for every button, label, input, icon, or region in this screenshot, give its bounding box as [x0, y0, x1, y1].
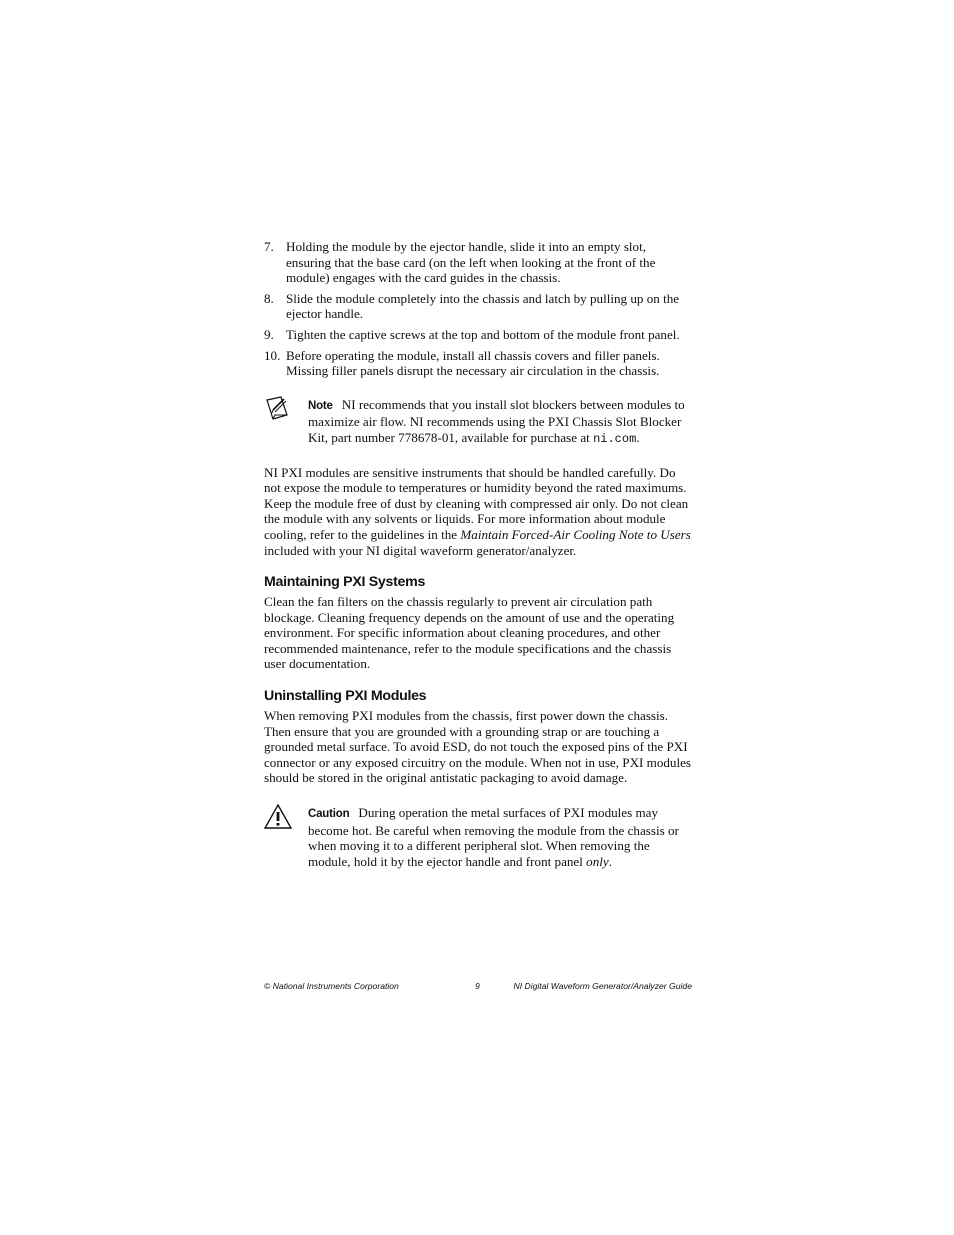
step-text: Slide the module completely into the chassis and latch by pulling up on the ejector handle. [286, 290, 680, 322]
step-item [264, 291, 692, 322]
page-content [264, 239, 692, 886]
step-number: 10. [264, 347, 281, 363]
step-item [264, 348, 692, 379]
step-text: Holding the module by the ejector handle, slide it into an empty slot, ensuring that the base card (on the left when looking at the front of the module) engages with the card guides in the chassis. [286, 239, 656, 286]
maintaining-heading: Maintaining PXI Systems [264, 574, 426, 591]
step-item [264, 239, 692, 286]
handling-paragraph: NI PXI modules are sensitive instruments that should be handled carefully. Do not expose the module to temperatures or humidity beyond the rated maximums. Keep the module free of dust by cleaning with compressed air only. Do not clean the module with any solvents or liquids. For more information about module cooling, refer to the guidelines in the Maintain Forced-Air Cooling Note to Users included with your NI digital waveform generator/analyzer. [264, 464, 691, 558]
step-number: 8. [264, 290, 274, 306]
step-item [264, 327, 692, 343]
step-number: 7. [264, 239, 274, 254]
caution-callout [264, 805, 692, 869]
step-number: 9. [264, 326, 274, 342]
footer-copyright: © National Instruments Corporation [264, 981, 399, 991]
caution-label: Caution [308, 808, 350, 821]
uninstalling-heading: Uninstalling PXI Modules [264, 688, 427, 705]
document-reference: Maintain Forced-Air Cooling Note to Users [460, 526, 691, 542]
caution-triangle-icon [264, 803, 292, 831]
page-footer [264, 981, 692, 993]
maintaining-paragraph: Clean the fan filters on the chassis regularly to prevent air circulation path blockage. Cleaning frequency depends on the amount of use and the operating environment. For specific information about cleaning procedures, and other recommended maintenance, refer to the module specifications and the chassis user documentation. [264, 594, 675, 672]
step-text: Before operating the module, install all chassis covers and filler panels. Missing filler panels disrupt the necessary air circulation in the chassis. [286, 347, 660, 379]
note-pencil-icon [264, 395, 292, 423]
uninstalling-paragraph: When removing PXI modules from the chassis, first power down the chassis. Then ensure that you are grounded with a grounding strap or are touching a grounded metal surface. To avoid ESD, do not touch the exposed pins of the PXI connector or any exposed circuitry on the module. When not in use, PXI modules should be stored in the original antistatic packaging to avoid damage. [264, 708, 692, 786]
note-text: Note NI recommends that you install slot blockers between modules to maximize air flow. NI recommends using the PXI Chassis Slot Blocker Kit, part number 778678-01, available for purchase at ni.com. [308, 396, 685, 446]
step-text: Tighten the captive screws at the top and bottom of the module front panel. [286, 326, 680, 342]
footer-guide-title: NI Digital Waveform Generator/Analyzer Guide [513, 981, 692, 991]
caution-text: Caution During operation the metal surfaces of PXI modules may become hot. Be careful when removing the module from the chassis or when moving it to a different peripheral slot. When removing the module, hold it by the ejector handle and front panel only. [308, 805, 679, 869]
page-number: 9 [475, 981, 480, 991]
note-callout [264, 397, 692, 448]
procedure-steps [264, 239, 692, 379]
note-label: Note [308, 399, 333, 412]
note-link[interactable]: ni.com [593, 431, 637, 446]
